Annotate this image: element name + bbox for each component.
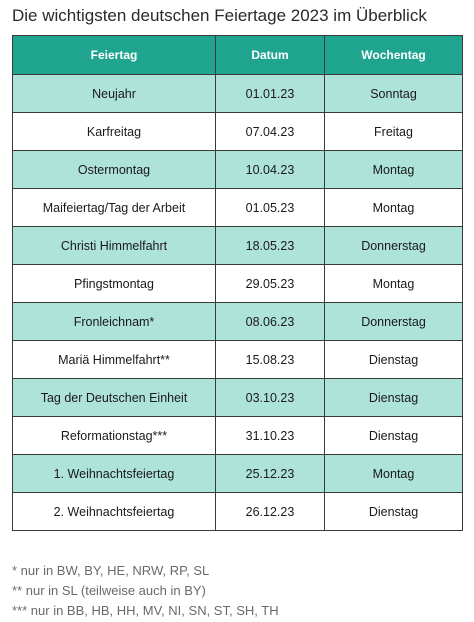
date-cell: 25.12.23 — [216, 455, 325, 493]
table-row — [13, 151, 463, 189]
date-cell: 08.06.23 — [216, 303, 325, 341]
table-row — [13, 265, 463, 303]
weekday-cell: Dienstag — [325, 379, 463, 417]
holiday-name-cell: Neujahr — [13, 75, 216, 113]
holiday-name-cell: Fronleichnam* — [13, 303, 216, 341]
footnote-1: * nur in BW, BY, HE, NRW, RP, SL — [12, 563, 210, 578]
page-title: Die wichtigsten deutschen Feiertage 2023 im Überblick — [12, 6, 427, 25]
weekday-cell: Dienstag — [325, 341, 463, 379]
date-cell: 01.01.23 — [216, 75, 325, 113]
column-header-wochentag: Wochentag — [325, 36, 463, 75]
date-cell: 01.05.23 — [216, 189, 325, 227]
date-cell: 26.12.23 — [216, 493, 325, 531]
holiday-name-cell: Christi Himmelfahrt — [13, 227, 216, 265]
holiday-name-cell: Karfreitag — [13, 113, 216, 151]
weekday-cell: Montag — [325, 265, 463, 303]
weekday-cell: Montag — [325, 151, 463, 189]
weekday-cell: Dienstag — [325, 417, 463, 455]
holiday-name-cell: Reformationstag*** — [13, 417, 216, 455]
holidays-table — [12, 35, 463, 531]
table-row — [13, 341, 463, 379]
holiday-name-cell: Mariä Himmelfahrt** — [13, 341, 216, 379]
date-cell: 10.04.23 — [216, 151, 325, 189]
weekday-cell: Donnerstag — [325, 227, 463, 265]
footnote-3: *** nur in BB, HB, HH, MV, NI, SN, ST, SH, TH — [12, 603, 279, 618]
weekday-cell: Montag — [325, 455, 463, 493]
footnote-2: ** nur in SL (teilweise auch in BY) — [12, 583, 206, 598]
weekday-cell: Sonntag — [325, 75, 463, 113]
date-cell: 31.10.23 — [216, 417, 325, 455]
table-row — [13, 75, 463, 113]
table-row — [13, 417, 463, 455]
weekday-cell: Montag — [325, 189, 463, 227]
table-row — [13, 493, 463, 531]
holiday-name-cell: Maifeiertag/Tag der Arbeit — [13, 189, 216, 227]
date-cell: 03.10.23 — [216, 379, 325, 417]
table-row — [13, 227, 463, 265]
date-cell: 07.04.23 — [216, 113, 325, 151]
table-row — [13, 113, 463, 151]
footnotes — [12, 561, 279, 621]
table-row — [13, 379, 463, 417]
date-cell: 29.05.23 — [216, 265, 325, 303]
table-header-row — [13, 36, 463, 75]
table-row — [13, 455, 463, 493]
weekday-cell: Donnerstag — [325, 303, 463, 341]
date-cell: 18.05.23 — [216, 227, 325, 265]
holiday-name-cell: Ostermontag — [13, 151, 216, 189]
holiday-name-cell: 2. Weihnachtsfeiertag — [13, 493, 216, 531]
column-header-datum: Datum — [216, 36, 325, 75]
column-header-feiertag: Feiertag — [13, 36, 216, 75]
weekday-cell: Freitag — [325, 113, 463, 151]
date-cell: 15.08.23 — [216, 341, 325, 379]
holiday-name-cell: Pfingstmontag — [13, 265, 216, 303]
table-row — [13, 303, 463, 341]
weekday-cell: Dienstag — [325, 493, 463, 531]
holiday-name-cell: 1. Weihnachtsfeiertag — [13, 455, 216, 493]
holiday-name-cell: Tag der Deutschen Einheit — [13, 379, 216, 417]
table-row — [13, 189, 463, 227]
